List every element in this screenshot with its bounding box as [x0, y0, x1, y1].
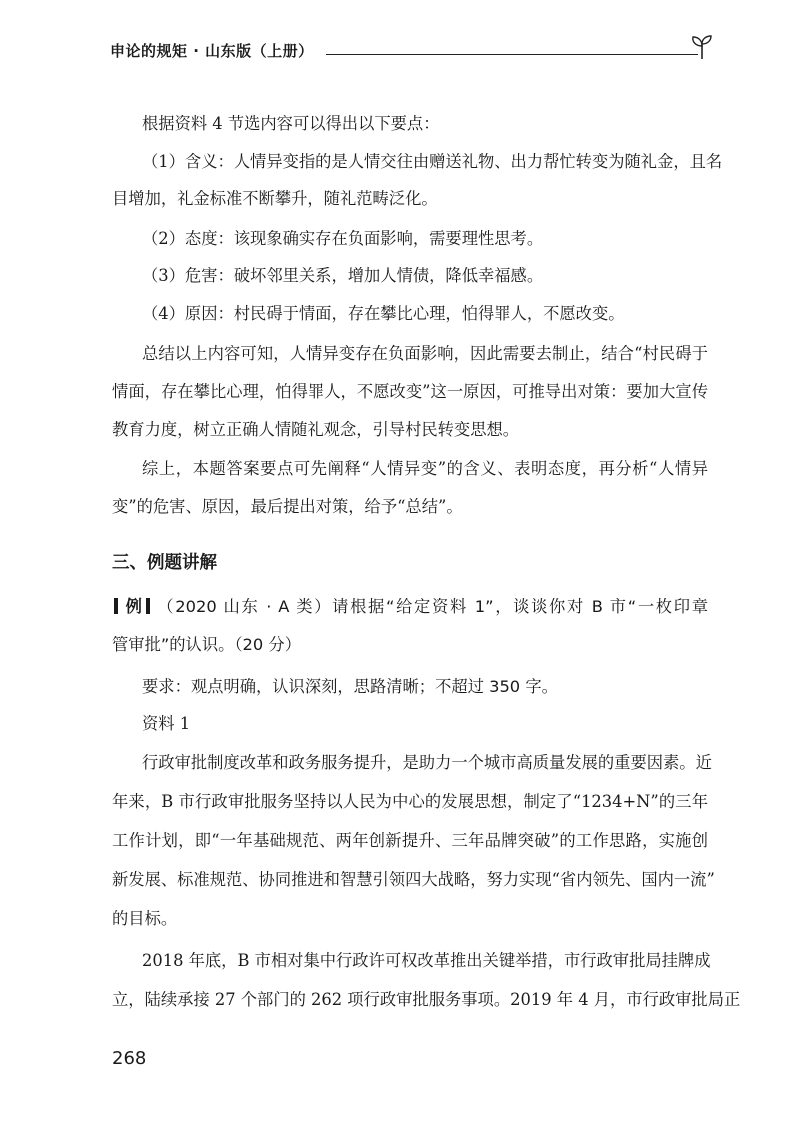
section-heading: 三、例题讲解	[112, 553, 217, 573]
point-4: （4）原因：村民碍于情面，存在攀比心理，怕得罪人，不愿改变。	[142, 304, 625, 323]
example-marker-right	[146, 598, 150, 614]
page-number: 268	[112, 1048, 147, 1069]
example-question-line-2: 管审批”的认识。（20 分）	[112, 635, 301, 654]
material-2-line-1: 2018 年底，B 市相对集中行政许可权改革推出关键举措，市行政审批局挂牌成	[142, 951, 711, 970]
material-1-line-3: 工作计划，即“一年基础规范、两年创新提升、三年品牌突破”的工作思路，实施创	[112, 831, 708, 850]
summary-line-3: 教育力度，树立正确人情随礼观念，引导村民转变思想。	[112, 420, 520, 439]
conclusion-line-2: 变”的危害、原因，最后提出对策，给予“总结”。	[112, 497, 463, 516]
book-title: 申论的规矩 · 山东版（上册）	[110, 42, 314, 60]
example-question-text: （2020 山东 · A 类）请根据“给定资料 1”，谈谈你对 B 市“一枚印章	[155, 597, 708, 616]
summary-line-2: 情面，存在攀比心理，怕得罪人，不愿改变”这一原因，可推导出对策：要加大宣传	[112, 382, 708, 401]
conclusion-line-1: 综上，本题答案要点可先阐释“人情异变”的含义、表明态度，再分析“人情异	[142, 459, 708, 478]
material-1-line-1: 行政审批制度改革和政务服务提升，是助力一个城市高质量发展的重要因素。近	[142, 753, 712, 772]
example-label: 例	[124, 597, 144, 616]
summary-line-1: 总结以上内容可知，人情异变存在负面影响，因此需要去制止，结合“村民碍于	[142, 344, 708, 363]
example-question-line-1	[112, 596, 708, 618]
sprout-icon	[690, 34, 714, 60]
example-marker-left	[114, 598, 118, 614]
header-rule	[326, 54, 698, 55]
point-3: （3）危害：破坏邻里关系，增加人情债，降低幸福感。	[142, 266, 544, 285]
point-1-line-2: 目增加，礼金标准不断攀升，随礼范畴泛化。	[112, 189, 438, 208]
intro-paragraph: 根据资料 4 节选内容可以得出以下要点：	[142, 114, 440, 133]
point-2: （2）态度：该现象确实存在负面影响，需要理性思考。	[142, 229, 544, 248]
point-1-line-1: （1）含义：人情异变指的是人情交往由赠送礼物、出力帮忙转变为随礼金，且名	[142, 152, 723, 171]
material-1-line-2: 年来，B 市行政审批服务坚持以人民为中心的发展思想，制定了“1234+N”的三年	[112, 792, 708, 811]
material-2-line-2: 立，陆续承接 27 个部门的 262 项行政审批服务事项。2019 年 4 月，市行政审批局正	[112, 990, 741, 1009]
requirement: 要求：观点明确，认识深刻，思路清晰；不超过 350 字。	[142, 677, 558, 696]
material-1-line-5: 的目标。	[112, 909, 178, 928]
material-1-line-4: 新发展、标准规范、协同推进和智慧引领四大战略，努力实现“省内领先、国内一流”	[112, 870, 715, 889]
running-header	[110, 28, 710, 68]
material-label: 资料 1	[142, 714, 191, 733]
